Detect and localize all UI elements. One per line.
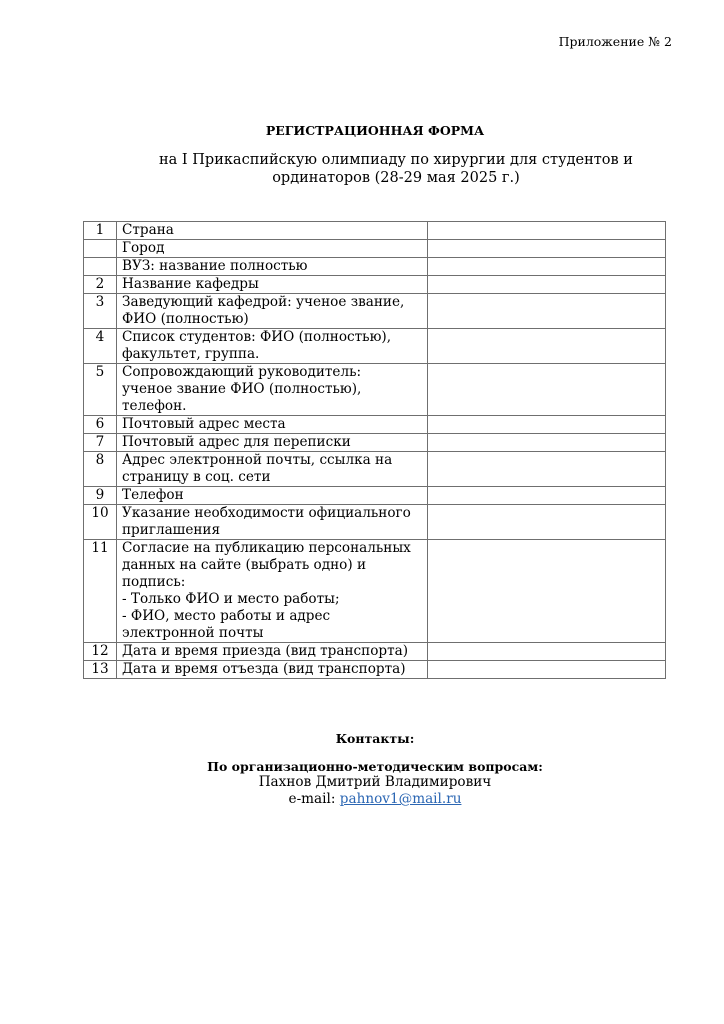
row-value-field[interactable]	[428, 329, 666, 364]
form-row	[84, 276, 666, 294]
row-value-field[interactable]	[428, 452, 666, 487]
row-value-field[interactable]	[428, 661, 666, 679]
row-label-line: Список студентов: ФИО (полностью),	[122, 329, 392, 345]
row-label-line: факультет, группа.	[122, 346, 260, 362]
form-subtitle	[140, 151, 652, 187]
row-number	[84, 258, 117, 276]
row-label-line: - ФИО, место работы и адрес	[122, 608, 331, 624]
row-label-line: телефон.	[122, 398, 187, 414]
row-label-line: Указание необходимости официального	[122, 505, 411, 521]
row-label-line: ФИО (полностью)	[122, 311, 249, 327]
row-value-field[interactable]	[428, 487, 666, 505]
form-row	[84, 540, 666, 643]
row-label	[117, 240, 428, 258]
row-label	[117, 505, 428, 540]
row-number: 11	[84, 540, 117, 643]
row-number: 5	[84, 364, 117, 416]
row-label	[117, 661, 428, 679]
email-link[interactable]: pahnov1@mail.ru	[339, 791, 462, 807]
row-label-line: данных на сайте (выбрать одно) и	[122, 557, 367, 573]
row-label	[117, 416, 428, 434]
row-label	[117, 452, 428, 487]
row-value-field[interactable]	[428, 294, 666, 329]
row-value-field[interactable]	[428, 364, 666, 416]
form-row	[84, 487, 666, 505]
form-row	[84, 329, 666, 364]
row-label-line: Почтовый адрес для переписки	[122, 434, 351, 450]
row-label	[117, 329, 428, 364]
row-number: 9	[84, 487, 117, 505]
row-value-field[interactable]	[428, 540, 666, 643]
row-number: 4	[84, 329, 117, 364]
row-value-field[interactable]	[428, 434, 666, 452]
row-value-field[interactable]	[428, 643, 666, 661]
subtitle-line: ординаторов (28-29 мая 2025 г.)	[272, 170, 520, 186]
form-row	[84, 505, 666, 540]
contact-person: Пахнов Дмитрий Владимирович	[258, 774, 492, 790]
row-value-field[interactable]	[428, 258, 666, 276]
row-label-line: Дата и время приезда (вид транспорта)	[122, 643, 409, 659]
row-number: 8	[84, 452, 117, 487]
row-number: 6	[84, 416, 117, 434]
row-label-line: электронной почты	[122, 625, 264, 641]
row-label	[117, 276, 428, 294]
row-label	[117, 258, 428, 276]
appendix-label: Приложение № 2	[558, 34, 672, 49]
row-label	[117, 364, 428, 416]
row-number: 13	[84, 661, 117, 679]
contacts-title: Контакты:	[335, 731, 415, 746]
contact-email-line	[0, 791, 724, 808]
row-label-line: Сопровождающий руководитель:	[122, 364, 362, 380]
row-value-field[interactable]	[428, 222, 666, 240]
row-number: 12	[84, 643, 117, 661]
form-row	[84, 661, 666, 679]
row-label-line: Город	[122, 240, 165, 256]
form-row	[84, 240, 666, 258]
row-number: 1	[84, 222, 117, 240]
row-label-line: ВУЗ: название полностью	[122, 258, 308, 274]
row-label	[117, 487, 428, 505]
form-row	[84, 364, 666, 416]
row-label-line: - Только ФИО и место работы;	[122, 591, 340, 607]
row-label	[117, 540, 428, 643]
contacts-section	[0, 731, 724, 808]
form-row	[84, 222, 666, 240]
row-label	[117, 294, 428, 329]
row-number: 2	[84, 276, 117, 294]
org-contacts-title: По организационно-методическим вопросам:	[207, 759, 543, 774]
row-number	[84, 240, 117, 258]
row-label-line: Название кафедры	[122, 276, 259, 292]
row-label-line: приглашения	[122, 522, 221, 538]
row-label-line: Адрес электронной почты, ссылка на	[122, 452, 393, 468]
form-row	[84, 643, 666, 661]
form-row	[84, 434, 666, 452]
row-number: 10	[84, 505, 117, 540]
form-row	[84, 452, 666, 487]
row-label-line: подпись:	[122, 574, 186, 590]
row-number: 3	[84, 294, 117, 329]
row-value-field[interactable]	[428, 276, 666, 294]
row-value-field[interactable]	[428, 240, 666, 258]
row-label-line: Страна	[122, 222, 174, 238]
subtitle-line: на I Прикаспийскую олимпиаду по хирургии для студентов и	[159, 152, 633, 168]
row-value-field[interactable]	[428, 416, 666, 434]
form-title: РЕГИСТРАЦИОННАЯ ФОРМА	[265, 123, 485, 138]
form-row	[84, 258, 666, 276]
form-row	[84, 416, 666, 434]
row-label-line: ученое звание ФИО (полностью),	[122, 381, 362, 397]
row-label	[117, 222, 428, 240]
row-label-line: Почтовый адрес места	[122, 416, 286, 432]
row-value-field[interactable]	[428, 505, 666, 540]
row-label-line: Дата и время отъезда (вид транспорта)	[122, 661, 406, 677]
row-label	[117, 643, 428, 661]
row-label-line: Заведующий кафедрой: ученое звание,	[122, 294, 405, 310]
registration-table	[83, 221, 666, 679]
row-label-line: страницу в соц. сети	[122, 469, 271, 485]
row-label	[117, 434, 428, 452]
row-label-line: Телефон	[122, 487, 184, 503]
email-label: e-mail:	[288, 791, 340, 807]
row-label-line: Согласие на публикацию персональных	[122, 540, 411, 556]
form-row	[84, 294, 666, 329]
row-number: 7	[84, 434, 117, 452]
